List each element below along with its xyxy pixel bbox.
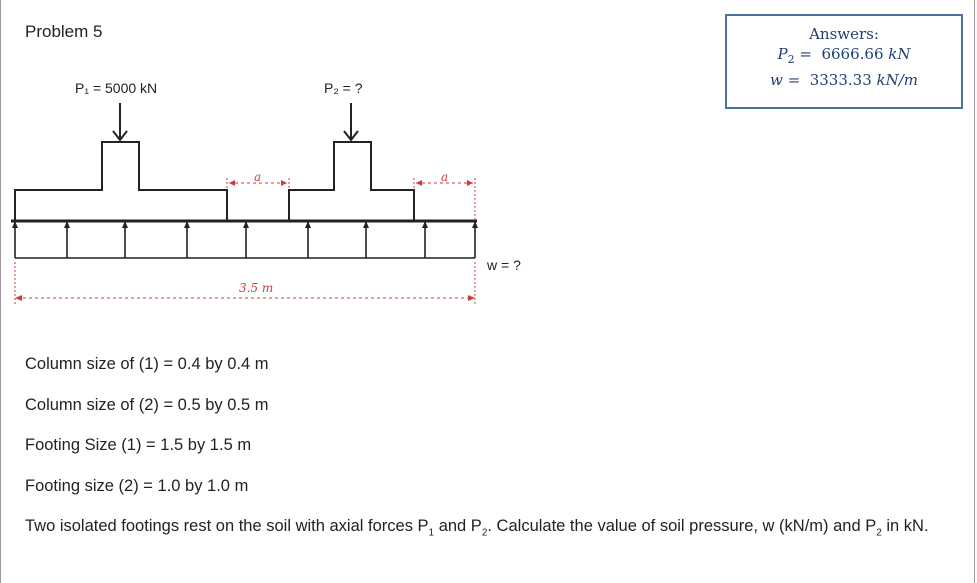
soil-pressure-arrows: [12, 221, 478, 258]
answer-p2: $P_2 = 6666.66$ kN: [777, 45, 911, 66]
p2-label: P₂ = ?: [324, 80, 363, 96]
given-footing-2: Footing size (2) = 1.0 by 1.0 m: [25, 477, 249, 495]
p1-arrow: [113, 103, 127, 140]
w-label: w = ?: [487, 257, 521, 273]
dim-a-right: [414, 178, 475, 221]
given-column-2: Column size of (2) = 0.5 by 0.5 m: [25, 396, 269, 414]
footing-diagram: [1, 0, 977, 340]
dim-total-label: 3.5 m: [239, 281, 274, 295]
dim-a-right-label: a: [441, 170, 449, 184]
problem-title: Problem 5: [25, 22, 103, 41]
answer-w: w = 3333.33 kN/m: [769, 71, 919, 89]
p1-label: P₁ = 5000 kN: [75, 80, 158, 96]
dim-a-left-label: a: [254, 170, 262, 184]
footing-1-outline: [15, 142, 227, 221]
p2-arrow: [344, 103, 358, 140]
given-footing-1: Footing Size (1) = 1.5 by 1.5 m: [25, 436, 252, 454]
given-column-1: Column size of (1) = 0.4 by 0.4 m: [25, 355, 269, 373]
question-text: Two isolated footings rest on the soil with axial forces $P_1$ and $P_2$. Calculate the value of soil pressure, w (kN/m) and $P_2$ in kN.: [25, 517, 929, 539]
footing-2-outline: [289, 142, 414, 221]
answers-heading: Answers:: [809, 25, 879, 43]
